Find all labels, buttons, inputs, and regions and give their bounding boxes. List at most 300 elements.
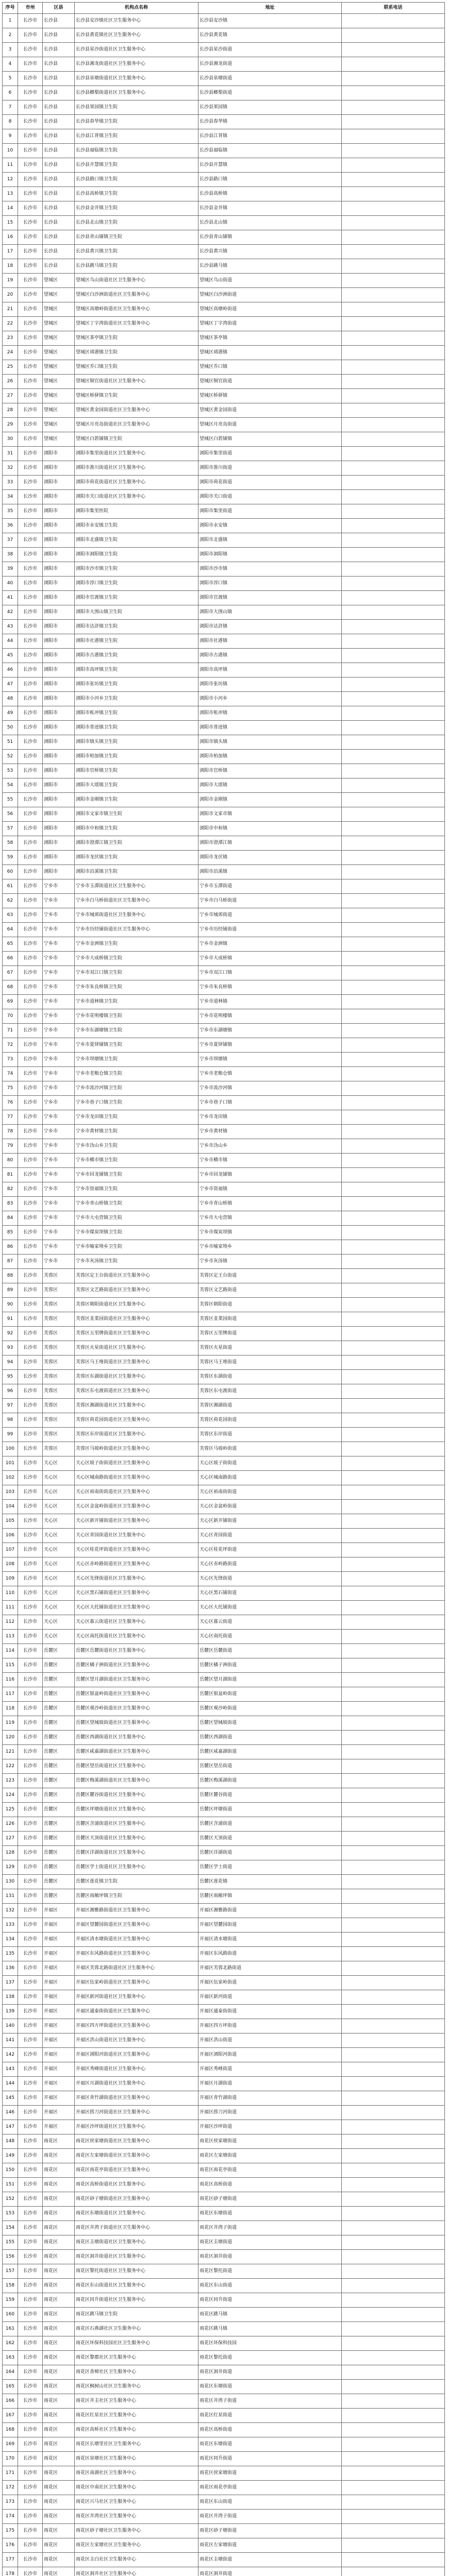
cell-district: 宁乡市 <box>43 1226 75 1240</box>
cell-phone <box>342 245 445 259</box>
cell-no: 169 <box>3 2437 18 2452</box>
cell-name: 开福区捞刀河街道社区卫生服务中心 <box>75 2106 198 2120</box>
cell-no: 106 <box>3 1529 18 1543</box>
cell-district: 岳麓区 <box>43 1860 75 1875</box>
cell-address: 宁乡市双江口镇 <box>198 966 342 980</box>
cell-district: 望城区 <box>43 389 75 403</box>
cell-name: 浏阳市大围山镇卫生院 <box>75 605 198 620</box>
cell-district: 浏阳市 <box>43 750 75 764</box>
cell-name: 岳麓区咸嘉湖街道社区卫生服务中心 <box>75 1745 198 1759</box>
cell-address: 开福区沙坪街道 <box>198 2120 342 2134</box>
cell-city: 长沙市 <box>18 2134 43 2149</box>
table-row <box>3 2077 445 2091</box>
cell-name: 宁乡市双江口镇卫生院 <box>75 966 198 980</box>
cell-address: 雨花区东塘街道 <box>198 2437 342 2452</box>
cell-address: 浏阳市大瑶镇 <box>198 778 342 793</box>
cell-city: 长沙市 <box>18 346 43 360</box>
cell-city: 长沙市 <box>18 288 43 302</box>
cell-phone <box>342 331 445 346</box>
cell-district: 芙蓉区 <box>43 1327 75 1341</box>
cell-name: 芙蓉区五里牌街道社区卫生服务中心 <box>75 1327 198 1341</box>
table-row <box>3 1933 445 1947</box>
cell-city: 长沙市 <box>18 2149 43 2163</box>
cell-city: 长沙市 <box>18 879 43 894</box>
cell-no: 22 <box>3 317 18 331</box>
cell-phone <box>342 2510 445 2524</box>
cell-address: 雨花区左家塘街道 <box>198 2538 342 2553</box>
cell-phone <box>342 2466 445 2481</box>
cell-address: 宁乡市金洲镇 <box>198 937 342 952</box>
cell-district: 雨花区 <box>43 2495 75 2510</box>
cell-phone <box>342 490 445 504</box>
table-row <box>3 923 445 937</box>
cell-name: 浏阳市镇头镇卫生院 <box>75 735 198 750</box>
cell-no: 144 <box>3 2077 18 2091</box>
table-row <box>3 14 445 28</box>
table-row <box>3 1572 445 1586</box>
table-row <box>3 1139 445 1154</box>
cell-city: 长沙市 <box>18 1702 43 1716</box>
cell-no: 168 <box>3 2423 18 2437</box>
cell-city: 长沙市 <box>18 57 43 72</box>
cell-city: 长沙市 <box>18 1125 43 1139</box>
header-phone: 联系电话 <box>342 3 445 14</box>
cell-city: 长沙市 <box>18 764 43 778</box>
cell-address: 浏阳市社港镇 <box>198 634 342 649</box>
table-row <box>3 605 445 620</box>
cell-district: 宁乡市 <box>43 923 75 937</box>
cell-phone <box>342 1860 445 1875</box>
cell-phone <box>342 1586 445 1601</box>
cell-city: 长沙市 <box>18 663 43 677</box>
cell-address: 浏阳市淳口镇 <box>198 577 342 591</box>
cell-address: 芙蓉区定王台街道 <box>198 1269 342 1283</box>
cell-phone <box>342 2134 445 2149</box>
table-row <box>3 1154 445 1168</box>
cell-phone <box>342 952 445 966</box>
cell-address: 雨花区洞井街道 <box>198 2567 342 2576</box>
table-row <box>3 1803 445 1817</box>
cell-phone <box>342 735 445 750</box>
cell-no: 163 <box>3 2351 18 2365</box>
cell-phone <box>342 216 445 230</box>
cell-address: 浏阳市古港镇 <box>198 649 342 663</box>
cell-name: 芙蓉区火星街道社区卫生服务中心 <box>75 1341 198 1355</box>
table-row <box>3 1168 445 1182</box>
table-row <box>3 2351 445 2365</box>
cell-no: 27 <box>3 389 18 403</box>
cell-phone <box>342 1096 445 1110</box>
cell-city: 长沙市 <box>18 461 43 476</box>
cell-city: 长沙市 <box>18 1038 43 1053</box>
cell-no: 8 <box>3 115 18 129</box>
cell-no: 4 <box>3 57 18 72</box>
cell-address: 长沙县黄兴镇 <box>198 245 342 259</box>
cell-city: 长沙市 <box>18 2409 43 2423</box>
cell-phone <box>342 519 445 533</box>
cell-district: 望城区 <box>43 274 75 288</box>
cell-district: 长沙县 <box>43 86 75 100</box>
cell-city: 长沙市 <box>18 2466 43 2481</box>
cell-district: 天心区 <box>43 1543 75 1557</box>
cell-no: 7 <box>3 100 18 115</box>
cell-city: 长沙市 <box>18 1355 43 1370</box>
cell-city: 长沙市 <box>18 1500 43 1514</box>
cell-city: 长沙市 <box>18 865 43 879</box>
cell-no: 18 <box>3 259 18 274</box>
cell-address: 长沙县路口镇 <box>198 173 342 187</box>
table-row <box>3 1514 445 1529</box>
cell-phone <box>342 129 445 144</box>
cell-phone <box>342 1428 445 1442</box>
cell-city: 长沙市 <box>18 1255 43 1269</box>
cell-district: 宁乡市 <box>43 995 75 1009</box>
cell-no: 112 <box>3 1615 18 1630</box>
cell-no: 19 <box>3 274 18 288</box>
cell-district: 雨花区 <box>43 2264 75 2279</box>
cell-city: 长沙市 <box>18 2308 43 2322</box>
cell-district: 浏阳市 <box>43 735 75 750</box>
table-row <box>3 461 445 476</box>
cell-no: 154 <box>3 2221 18 2235</box>
cell-no: 136 <box>3 1961 18 1976</box>
cell-phone <box>342 1889 445 1904</box>
cell-name: 宁乡市白马桥街道社区卫生服务中心 <box>75 894 198 908</box>
cell-name: 岳麓区观沙岭街道社区卫生服务中心 <box>75 1702 198 1716</box>
cell-district: 雨花区 <box>43 2394 75 2409</box>
cell-city: 长沙市 <box>18 259 43 274</box>
cell-address: 浏阳市沙市镇 <box>198 562 342 577</box>
cell-district: 雨花区 <box>43 2409 75 2423</box>
cell-no: 39 <box>3 562 18 577</box>
cell-no: 162 <box>3 2336 18 2351</box>
cell-address: 宁乡市横市镇 <box>198 1154 342 1168</box>
cell-no: 47 <box>3 677 18 692</box>
cell-address: 芙蓉区东屯渡街道 <box>198 1384 342 1399</box>
cell-name: 浏阳市龙伏镇卫生院 <box>75 851 198 865</box>
cell-address: 浏阳市龙伏镇 <box>198 851 342 865</box>
cell-city: 长沙市 <box>18 1053 43 1067</box>
cell-district: 雨花区 <box>43 2481 75 2495</box>
cell-district: 宁乡市 <box>43 1168 75 1182</box>
cell-address: 雨花区红星街道 <box>198 2409 342 2423</box>
cell-city: 长沙市 <box>18 1601 43 1615</box>
table-row <box>3 2308 445 2322</box>
cell-phone <box>342 1471 445 1485</box>
cell-district: 浏阳市 <box>43 490 75 504</box>
cell-district: 宁乡市 <box>43 894 75 908</box>
cell-phone <box>342 476 445 490</box>
cell-address: 浏阳市文家市镇 <box>198 807 342 822</box>
cell-city: 长沙市 <box>18 1384 43 1399</box>
cell-phone <box>342 879 445 894</box>
cell-no: 125 <box>3 1803 18 1817</box>
cell-city: 长沙市 <box>18 2048 43 2062</box>
cell-phone <box>342 1543 445 1557</box>
cell-district: 长沙县 <box>43 187 75 201</box>
table-row <box>3 2264 445 2279</box>
cell-city: 长沙市 <box>18 1413 43 1428</box>
cell-phone <box>342 1038 445 1053</box>
cell-city: 长沙市 <box>18 2567 43 2576</box>
cell-district: 宁乡市 <box>43 1081 75 1096</box>
cell-address: 浏阳市永安镇 <box>198 519 342 533</box>
cell-address: 开福区洪山街道 <box>198 2033 342 2048</box>
cell-no: 43 <box>3 620 18 634</box>
cell-address: 岳麓区梅溪湖街道 <box>198 1774 342 1788</box>
table-row <box>3 490 445 504</box>
cell-phone <box>342 2452 445 2466</box>
cell-phone <box>342 1933 445 1947</box>
cell-phone <box>342 2062 445 2077</box>
cell-phone <box>342 721 445 735</box>
cell-name: 岳麓区望城坡街道社区卫生服务中心 <box>75 1716 198 1731</box>
cell-name: 长沙县开慧镇卫生院 <box>75 158 198 173</box>
cell-district: 岳麓区 <box>43 1745 75 1759</box>
cell-address: 宁乡市老粮仓镇 <box>198 1067 342 1081</box>
cell-district: 雨花区 <box>43 2178 75 2192</box>
cell-phone <box>342 1226 445 1240</box>
cell-city: 长沙市 <box>18 995 43 1009</box>
cell-district: 天心区 <box>43 1500 75 1514</box>
cell-address: 宁乡市白马桥街道 <box>198 894 342 908</box>
cell-address: 长沙县泉塘街道 <box>198 72 342 86</box>
cell-district: 浏阳市 <box>43 533 75 548</box>
cell-district: 开福区 <box>43 1961 75 1976</box>
cell-phone <box>342 2553 445 2567</box>
cell-phone <box>342 2192 445 2207</box>
table-row <box>3 86 445 100</box>
cell-name: 开福区四方坪街道社区卫生服务中心 <box>75 2019 198 2033</box>
cell-district: 芙蓉区 <box>43 1312 75 1327</box>
cell-address: 天心区大托铺街道 <box>198 1601 342 1615</box>
table-row <box>3 1731 445 1745</box>
cell-city: 长沙市 <box>18 1154 43 1168</box>
cell-address: 开福区清水塘街道 <box>198 1933 342 1947</box>
cell-no: 86 <box>3 1240 18 1255</box>
cell-district: 天心区 <box>43 1557 75 1572</box>
cell-phone <box>342 158 445 173</box>
cell-district: 浏阳市 <box>43 649 75 663</box>
table-row <box>3 1889 445 1904</box>
cell-city: 长沙市 <box>18 2293 43 2308</box>
cell-district: 宁乡市 <box>43 1240 75 1255</box>
cell-district: 岳麓区 <box>43 1673 75 1687</box>
cell-phone <box>342 1355 445 1370</box>
cell-name: 雨花区井湾子街道社区卫生服务中心 <box>75 2221 198 2235</box>
cell-district: 芙蓉区 <box>43 1413 75 1428</box>
cell-address: 宁乡市花明楼镇 <box>198 1009 342 1024</box>
cell-district: 望城区 <box>43 288 75 302</box>
table-row <box>3 28 445 43</box>
cell-name: 宁乡市回龙铺镇卫生院 <box>75 1168 198 1182</box>
cell-city: 长沙市 <box>18 86 43 100</box>
cell-address: 浏阳市官桥镇 <box>198 764 342 778</box>
table-row <box>3 1024 445 1038</box>
cell-district: 雨花区 <box>43 2380 75 2394</box>
cell-address: 雨花区洞井街道 <box>198 2365 342 2380</box>
table-row <box>3 2510 445 2524</box>
cell-name: 宁乡市青山桥镇卫生院 <box>75 1197 198 1211</box>
cell-district: 宁乡市 <box>43 1182 75 1197</box>
header-row <box>3 3 445 14</box>
cell-city: 长沙市 <box>18 1630 43 1644</box>
cell-name: 天心区青园街道社区卫生服务中心 <box>75 1529 198 1543</box>
cell-phone <box>342 1182 445 1197</box>
cell-district: 浏阳市 <box>43 548 75 562</box>
cell-district: 天心区 <box>43 1529 75 1543</box>
cell-address: 雨花区跳马镇 <box>198 2308 342 2322</box>
cell-name: 天心区暮云街道社区卫生服务中心 <box>75 1615 198 1630</box>
cell-city: 长沙市 <box>18 2221 43 2235</box>
cell-district: 岳麓区 <box>43 1817 75 1832</box>
cell-address: 长沙县跳马镇 <box>198 259 342 274</box>
cell-name: 天心区黑石铺街道社区卫生服务中心 <box>75 1586 198 1601</box>
cell-name: 雨花区泉塘社区卫生服务中心 <box>75 2452 198 2466</box>
cell-address: 雨花区雨花亭街道 <box>198 2163 342 2178</box>
table-row <box>3 894 445 908</box>
cell-phone <box>342 1211 445 1226</box>
cell-no: 6 <box>3 86 18 100</box>
table-body <box>3 14 445 2576</box>
cell-name: 浏阳市文家市镇卫生院 <box>75 807 198 822</box>
cell-no: 175 <box>3 2524 18 2538</box>
cell-district: 雨花区 <box>43 2308 75 2322</box>
cell-no: 159 <box>3 2293 18 2308</box>
cell-city: 长沙市 <box>18 375 43 389</box>
cell-address: 宁乡市灰汤镇 <box>198 1255 342 1269</box>
cell-name: 宁乡市横市镇卫生院 <box>75 1154 198 1168</box>
cell-address: 浏阳市大围山镇 <box>198 605 342 620</box>
cell-no: 3 <box>3 43 18 57</box>
cell-phone <box>342 2106 445 2120</box>
header-district: 区县 <box>43 3 75 14</box>
cell-district: 天心区 <box>43 1615 75 1630</box>
cell-city: 长沙市 <box>18 1586 43 1601</box>
table-row <box>3 302 445 317</box>
cell-district: 芙蓉区 <box>43 1341 75 1355</box>
cell-phone <box>342 1413 445 1428</box>
cell-name: 宁乡市大成桥镇卫生院 <box>75 952 198 966</box>
table-row <box>3 1904 445 1918</box>
cell-name: 浏阳市张坊镇卫生院 <box>75 677 198 692</box>
cell-address: 开福区东风路街道 <box>198 1947 342 1961</box>
cell-address: 岳麓区天顶街道 <box>198 1832 342 1846</box>
cell-name: 雨花区左家塘街道社区卫生服务中心 <box>75 2149 198 2163</box>
cell-district: 长沙县 <box>43 158 75 173</box>
cell-address: 长沙县湘龙街道 <box>198 57 342 72</box>
cell-name: 岳麓区西湖街道社区卫生服务中心 <box>75 1731 198 1745</box>
cell-address: 长沙县高桥镇 <box>198 187 342 201</box>
cell-district: 天心区 <box>43 1630 75 1644</box>
cell-district: 芙蓉区 <box>43 1298 75 1312</box>
cell-no: 82 <box>3 1182 18 1197</box>
table-row <box>3 649 445 663</box>
cell-name: 天心区南托街道社区卫生服务中心 <box>75 1630 198 1644</box>
cell-city: 长沙市 <box>18 158 43 173</box>
cell-city: 长沙市 <box>18 418 43 432</box>
cell-address: 芙蓉区荷花园街道 <box>198 1413 342 1428</box>
cell-district: 雨花区 <box>43 2221 75 2235</box>
cell-phone <box>342 2279 445 2293</box>
cell-name: 雨花区雨花亭街道社区卫生服务中心 <box>75 2163 198 2178</box>
cell-address: 开福区湘雅路街道 <box>198 1904 342 1918</box>
cell-district: 浏阳市 <box>43 807 75 822</box>
cell-district: 雨花区 <box>43 2538 75 2553</box>
cell-address: 宁乡市道林镇 <box>198 995 342 1009</box>
cell-name: 岳麓区雨敞坪镇卫生院 <box>75 1889 198 1904</box>
cell-district: 雨花区 <box>43 2207 75 2221</box>
cell-district: 宁乡市 <box>43 1038 75 1053</box>
cell-district: 浏阳市 <box>43 620 75 634</box>
table-row <box>3 1038 445 1053</box>
cell-no: 145 <box>3 2091 18 2106</box>
cell-district: 长沙县 <box>43 129 75 144</box>
table-row <box>3 2452 445 2466</box>
cell-city: 长沙市 <box>18 1673 43 1687</box>
cell-name: 宁乡市龙田镇卫生院 <box>75 1110 198 1125</box>
cell-no: 85 <box>3 1226 18 1240</box>
cell-phone <box>342 1601 445 1615</box>
cell-no: 167 <box>3 2409 18 2423</box>
cell-district: 雨花区 <box>43 2163 75 2178</box>
cell-phone <box>342 403 445 418</box>
cell-phone <box>342 2437 445 2452</box>
cell-address: 宁乡市黄材镇 <box>198 1125 342 1139</box>
cell-city: 长沙市 <box>18 1529 43 1543</box>
cell-phone <box>342 562 445 577</box>
table-row <box>3 1961 445 1976</box>
cell-phone <box>342 995 445 1009</box>
table-row <box>3 288 445 302</box>
cell-phone <box>342 1630 445 1644</box>
cell-district: 雨花区 <box>43 2437 75 2452</box>
cell-phone <box>342 230 445 245</box>
cell-no: 14 <box>3 201 18 216</box>
cell-name: 雨花区黎托街道社区卫生服务中心 <box>75 2264 198 2279</box>
cell-phone <box>342 302 445 317</box>
cell-phone <box>342 2163 445 2178</box>
cell-name: 雨花区同升街道社区卫生服务中心 <box>75 2293 198 2308</box>
cell-district: 雨花区 <box>43 2466 75 2481</box>
cell-name: 开福区芙蓉北路街道社区卫生服务中心 <box>75 1961 198 1976</box>
cell-city: 长沙市 <box>18 230 43 245</box>
cell-name: 长沙县路口镇卫生院 <box>75 173 198 187</box>
cell-name: 浏阳市普迹镇卫生院 <box>75 721 198 735</box>
cell-address: 宁乡市大屯营镇 <box>198 1211 342 1226</box>
cell-city: 长沙市 <box>18 1327 43 1341</box>
cell-district: 芙蓉区 <box>43 1442 75 1456</box>
cell-city: 长沙市 <box>18 1269 43 1283</box>
cell-address: 雨花区东山街道 <box>198 2279 342 2293</box>
cell-phone <box>342 1803 445 1817</box>
cell-no: 32 <box>3 461 18 476</box>
table-row <box>3 1370 445 1384</box>
cell-district: 雨花区 <box>43 2235 75 2250</box>
cell-city: 长沙市 <box>18 2120 43 2134</box>
cell-phone <box>342 115 445 129</box>
table-row <box>3 2567 445 2576</box>
header-no: 序号 <box>3 3 18 14</box>
cell-name: 浏阳市社港镇卫生院 <box>75 634 198 649</box>
cell-address: 开福区月湖街道 <box>198 2077 342 2091</box>
cell-no: 118 <box>3 1702 18 1716</box>
cell-name: 宁乡市金洲镇卫生院 <box>75 937 198 952</box>
cell-address: 开福区通泰街街道 <box>198 2005 342 2019</box>
cell-no: 119 <box>3 1716 18 1731</box>
cell-address: 岳麓区麓谷街道 <box>198 1788 342 1803</box>
cell-no: 13 <box>3 187 18 201</box>
